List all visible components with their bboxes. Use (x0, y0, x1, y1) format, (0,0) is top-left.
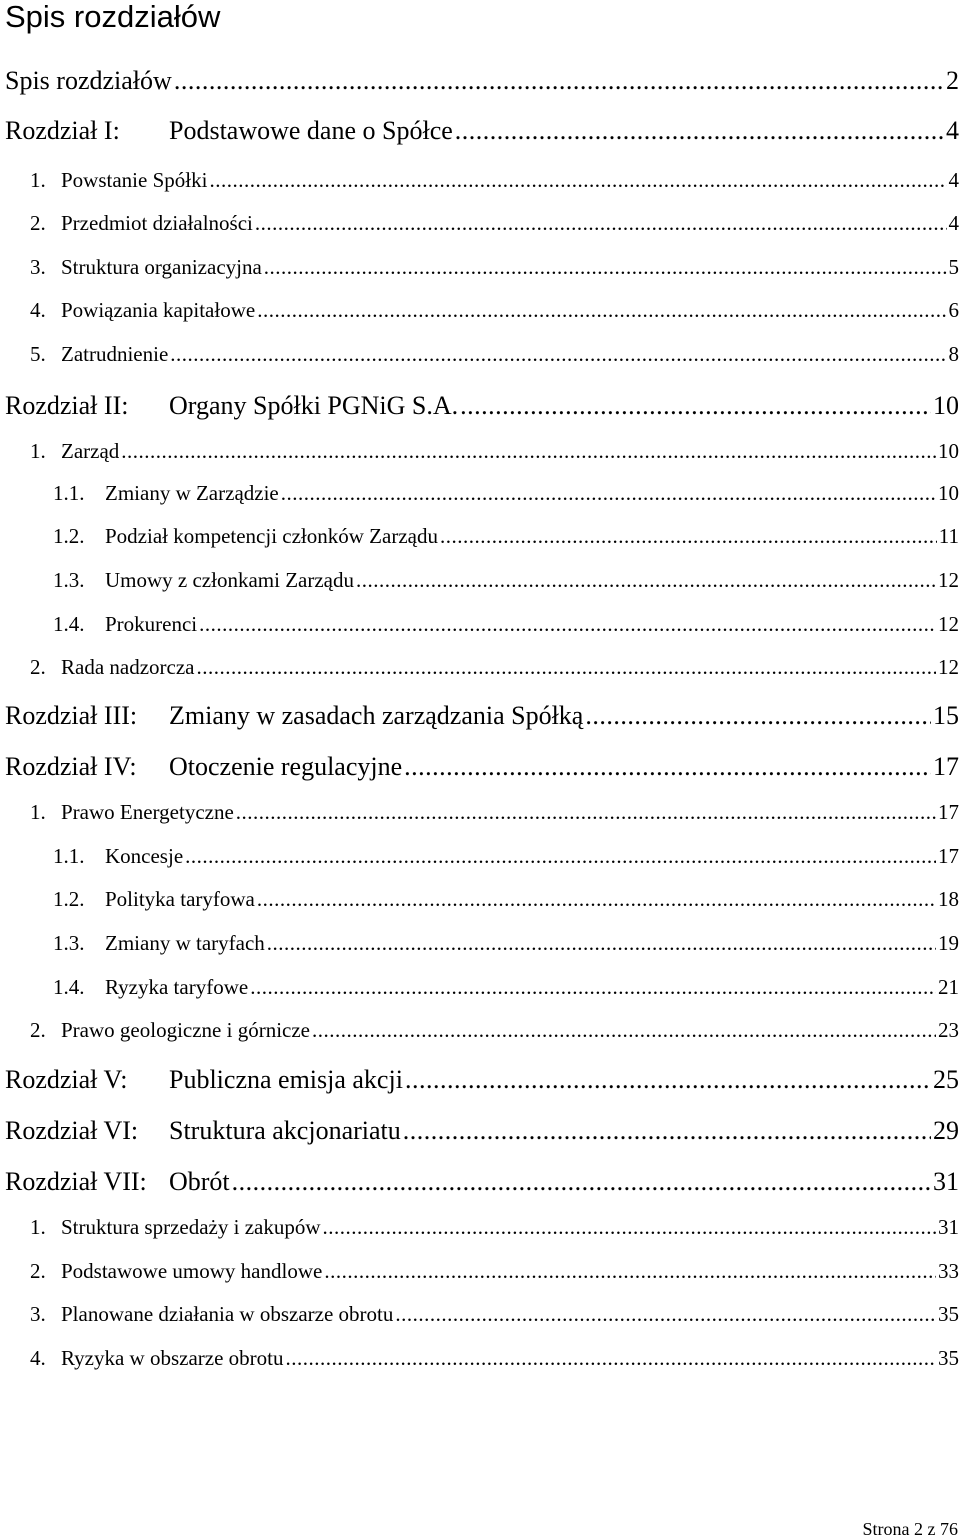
toc-entry-page: 15 (933, 701, 959, 730)
page-footer: Strona 2 z 76 (862, 1519, 958, 1539)
dot-leader (286, 1346, 937, 1371)
toc-entry-number: Rozdział III: (5, 701, 138, 730)
toc-entry-number: 2. (30, 655, 46, 679)
toc-entry-number: Rozdział VI: (5, 1116, 139, 1145)
toc-entry-title: Zmiany w zasadach zarządzania Spółką (169, 701, 584, 730)
toc-entry-number: 1. (30, 439, 46, 463)
toc-entry-number: 1.3. (53, 568, 85, 592)
toc-entry[interactable] (30, 342, 959, 368)
toc-entry-number: Rozdział V: (5, 1065, 128, 1094)
toc-entry-title: Spis rozdziałów (5, 66, 172, 95)
toc-entry-title: Prokurenci (105, 612, 198, 636)
toc-entry-page: 4 (946, 116, 959, 145)
toc-entry[interactable] (5, 391, 959, 421)
toc-entry-page: 35 (938, 1346, 959, 1370)
dot-leader (185, 844, 936, 869)
toc-entry-page: 23 (938, 1018, 959, 1042)
toc-entry-number: Rozdział II: (5, 391, 129, 420)
toc-entry-page: 4 (948, 211, 959, 235)
toc-entry-number: 1. (30, 168, 46, 192)
dot-leader (267, 931, 936, 956)
toc-entry-title: Koncesje (105, 844, 184, 868)
toc-entry-title: Powstanie Spółki (61, 168, 208, 192)
toc-entry[interactable] (30, 168, 959, 194)
toc-entry-number: Rozdział I: (5, 116, 120, 145)
toc-entry-number: 1.4. (53, 975, 85, 999)
toc-entry-number: 1.2. (53, 524, 85, 548)
toc-entry-number: 2. (30, 1018, 46, 1042)
toc-entry[interactable] (30, 800, 959, 826)
toc-entry-title: Planowane działania w obszarze obrotu (61, 1302, 394, 1326)
toc-entry[interactable] (30, 1259, 959, 1285)
dot-leader (170, 342, 946, 367)
toc-entry-number: 2. (30, 1259, 46, 1283)
dot-leader (264, 255, 947, 280)
toc-entry-title: Zatrudnienie (61, 342, 169, 366)
toc-entry-title: Przedmiot działalności (61, 211, 253, 235)
toc-entry[interactable] (30, 255, 959, 281)
dot-leader (232, 1167, 931, 1197)
toc-entry-title: Zarząd (61, 439, 120, 463)
toc-entry-title: Podstawowe umowy handlowe (61, 1259, 323, 1283)
toc-entry-number: Rozdział IV: (5, 752, 137, 781)
toc-entry[interactable] (53, 931, 959, 957)
toc-entry-number: 1. (30, 1215, 46, 1239)
dot-leader (257, 298, 946, 323)
toc-entry-page: 12 (938, 655, 959, 679)
toc-entry-page: 6 (948, 298, 959, 322)
toc-entry-page: 29 (933, 1116, 959, 1145)
toc-entry-number: Rozdział VII: (5, 1167, 147, 1196)
toc-entry-title: Podstawowe dane o Spółce (169, 116, 453, 145)
toc-entry-title: Prawo geologiczne i górnicze (61, 1018, 310, 1042)
toc-entry-title: Podział kompetencji członków Zarządu (105, 524, 438, 548)
dot-leader (250, 975, 936, 1000)
page-title: Spis rozdziałów (5, 0, 221, 34)
toc-entry-page: 31 (933, 1167, 959, 1196)
dot-leader (404, 752, 931, 782)
dot-leader (121, 439, 936, 464)
toc-entry-page: 11 (938, 524, 959, 548)
dot-leader (281, 481, 936, 506)
dot-leader (197, 655, 937, 680)
toc-entry-number: 4. (30, 298, 46, 322)
toc-entry[interactable] (53, 887, 959, 913)
toc-entry-title: Struktura sprzedaży i zakupów (61, 1215, 321, 1239)
toc-entry-title: Zmiany w Zarządzie (105, 481, 279, 505)
dot-leader (255, 211, 947, 236)
dot-leader (199, 612, 936, 637)
toc-entry-page: 10 (933, 391, 959, 420)
dot-leader (585, 701, 931, 731)
dot-leader (440, 524, 937, 549)
toc-entry-page: 21 (938, 975, 959, 999)
toc-entry-page: 4 (948, 168, 959, 192)
toc-entry[interactable] (53, 481, 959, 507)
toc-entry-page: 17 (938, 844, 959, 868)
toc-entry-page: 5 (948, 255, 959, 279)
toc-entry-title: Rada nadzorcza (61, 655, 195, 679)
toc-entry-page: 2 (946, 66, 959, 95)
toc-entry[interactable] (53, 612, 959, 638)
toc-entry-title: Struktura akcjonariatu (169, 1116, 401, 1145)
toc-entry[interactable] (30, 1346, 959, 1372)
toc-entry-title: Ryzyka taryfowe (105, 975, 249, 999)
toc-entry-page: 10 (938, 481, 959, 505)
toc-entry-title: Publiczna emisja akcji (169, 1065, 403, 1094)
dot-leader (460, 391, 931, 421)
dot-leader (174, 66, 944, 96)
dot-leader (312, 1018, 936, 1043)
toc-entry-page: 12 (938, 568, 959, 592)
toc-entry-title: Organy Spółki PGNiG S.A. (169, 391, 459, 420)
toc-entry[interactable] (5, 1116, 959, 1146)
dot-leader (405, 1065, 931, 1095)
toc-entry-number: 5. (30, 342, 46, 366)
toc-entry-page: 31 (938, 1215, 959, 1239)
toc-entry-title: Ryzyka w obszarze obrotu (61, 1346, 284, 1370)
dot-leader (209, 168, 946, 193)
dot-leader (324, 1259, 936, 1284)
toc-entry[interactable] (30, 211, 959, 237)
toc-entry-page: 35 (938, 1302, 959, 1326)
toc-entry-number: 1.3. (53, 931, 85, 955)
toc-entry[interactable] (30, 1302, 959, 1328)
dot-leader (395, 1302, 936, 1327)
toc-entry[interactable] (30, 439, 959, 465)
toc-entry-page: 19 (938, 931, 959, 955)
toc-entry[interactable] (5, 66, 959, 96)
toc-entry-title: Umowy z członkami Zarządu (105, 568, 354, 592)
toc-entry-number: 1.2. (53, 887, 85, 911)
dot-leader (236, 800, 936, 825)
toc-entry-page: 25 (933, 1065, 959, 1094)
toc-entry[interactable] (30, 1018, 959, 1044)
toc-entry-number: 4. (30, 1346, 46, 1370)
toc-entry[interactable] (53, 568, 959, 594)
dot-leader (403, 1116, 931, 1146)
toc-entry-number: 3. (30, 1302, 46, 1326)
toc-entry-title: Polityka taryfowa (105, 887, 255, 911)
toc-entry[interactable] (53, 844, 959, 870)
dot-leader (455, 116, 944, 146)
toc-entry-number: 1.1. (53, 481, 85, 505)
toc-entry[interactable] (5, 701, 959, 731)
toc-entry-page: 12 (938, 612, 959, 636)
toc-entry[interactable] (30, 655, 959, 681)
toc-entry[interactable] (5, 1065, 959, 1095)
toc-entry-number: 2. (30, 211, 46, 235)
toc-entry-page: 17 (938, 800, 959, 824)
toc-entry[interactable] (53, 524, 959, 550)
dot-leader (257, 887, 936, 912)
toc-entry-title: Prawo Energetyczne (61, 800, 234, 824)
toc-entry-title: Obrót (169, 1167, 230, 1196)
toc-entry[interactable] (5, 116, 959, 146)
toc-entry-page: 17 (933, 752, 959, 781)
toc-entry-number: 1. (30, 800, 46, 824)
toc-entry-page: 8 (948, 342, 959, 366)
toc-entry-page: 33 (938, 1259, 959, 1283)
toc-entry-title: Zmiany w taryfach (105, 931, 265, 955)
toc-entry[interactable] (30, 298, 959, 324)
toc-entry-title: Powiązania kapitałowe (61, 298, 256, 322)
dot-leader (323, 1215, 937, 1240)
toc-entry-number: 1.4. (53, 612, 85, 636)
toc-entry[interactable] (5, 1167, 959, 1197)
toc-entry[interactable] (30, 1215, 959, 1241)
toc-entry-page: 18 (938, 887, 959, 911)
toc-entry-title: Otoczenie regulacyjne (169, 752, 403, 781)
toc-entry[interactable] (5, 752, 959, 782)
toc-entry-title: Struktura organizacyjna (61, 255, 262, 279)
toc-entry[interactable] (53, 975, 959, 1001)
toc-entry-number: 1.1. (53, 844, 85, 868)
dot-leader (356, 568, 936, 593)
toc-entry-page: 10 (938, 439, 959, 463)
toc-entry-number: 3. (30, 255, 46, 279)
